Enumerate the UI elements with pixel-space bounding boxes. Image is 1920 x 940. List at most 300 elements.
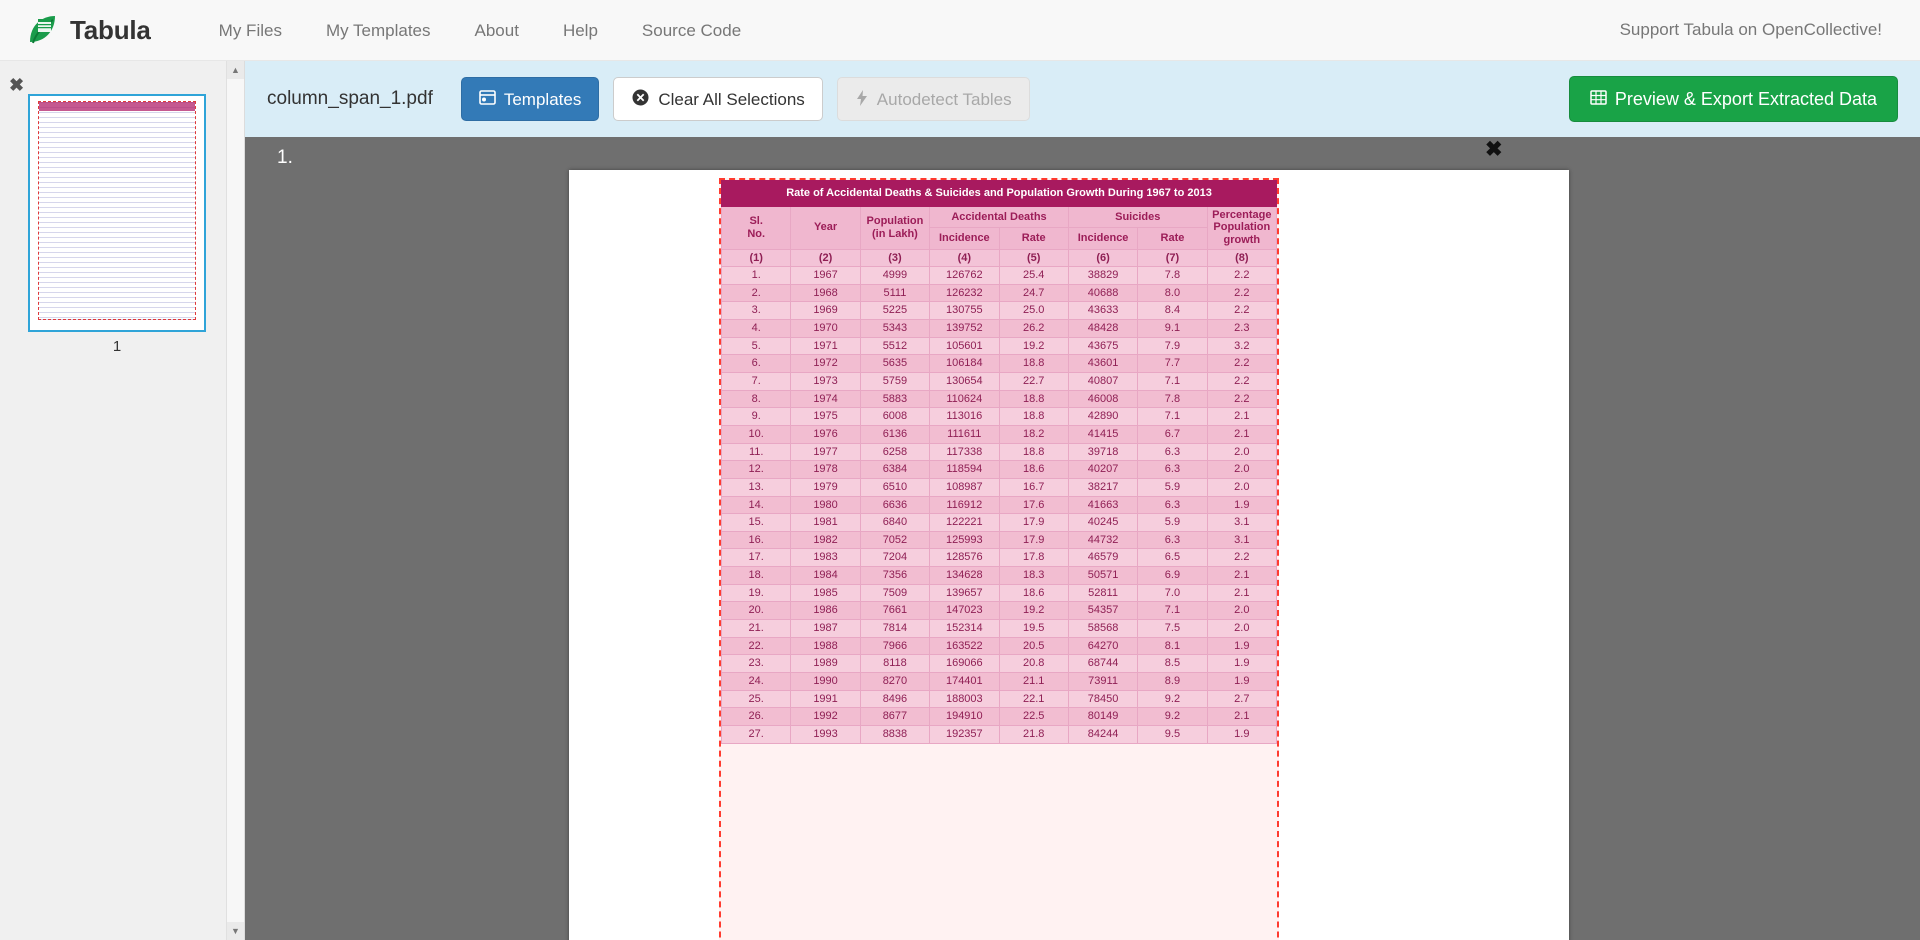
- colnum-2: (2): [791, 249, 860, 267]
- table-cell: 6258: [860, 443, 929, 461]
- template-icon: [479, 89, 496, 109]
- autodetect-tables-button[interactable]: [837, 77, 1030, 121]
- table-cell: 18.8: [999, 443, 1068, 461]
- table-cell: 22.1: [999, 690, 1068, 708]
- table-cell: 1993: [791, 725, 860, 743]
- table-cell: 188003: [930, 690, 999, 708]
- table-cell: 2.1: [1207, 567, 1276, 585]
- close-icon[interactable]: ✖: [9, 75, 25, 95]
- table-cell: 7.1: [1138, 373, 1207, 391]
- table-cell: 52811: [1068, 584, 1137, 602]
- table-cell: 1968: [791, 284, 860, 302]
- table-cell: 8677: [860, 708, 929, 726]
- page-index-label: 1.: [277, 147, 293, 168]
- table-cell: 7814: [860, 620, 929, 638]
- table-cell: 7.9: [1138, 337, 1207, 355]
- table-cell: 8496: [860, 690, 929, 708]
- table-cell: 1980: [791, 496, 860, 514]
- table-cell: 122221: [930, 514, 999, 532]
- pdf-page[interactable]: [569, 170, 1569, 940]
- chevron-up-icon[interactable]: ▲: [227, 61, 244, 79]
- table-cell: 2.0: [1207, 620, 1276, 638]
- table-cell: 12.: [722, 461, 791, 479]
- table-row: [722, 672, 1277, 690]
- table-cell: 13.: [722, 478, 791, 496]
- table-cell: 1967: [791, 267, 860, 285]
- table-cell: 18.2: [999, 425, 1068, 443]
- table-cell: 10.: [722, 425, 791, 443]
- table-cell: 8.1: [1138, 637, 1207, 655]
- table-cell: 26.2: [999, 320, 1068, 338]
- table-row: [722, 373, 1277, 391]
- pdf-table-region: [721, 180, 1277, 744]
- table-cell: 41415: [1068, 425, 1137, 443]
- table-cell: 17.6: [999, 496, 1068, 514]
- table-cell: 7.1: [1138, 602, 1207, 620]
- table-row: [722, 584, 1277, 602]
- table-cell: 1981: [791, 514, 860, 532]
- table-cell: 19.: [722, 584, 791, 602]
- table-cell: 110624: [930, 390, 999, 408]
- page-thumbnail-sidebar: [0, 61, 245, 940]
- table-cell: 1969: [791, 302, 860, 320]
- table-cell: 105601: [930, 337, 999, 355]
- brand-name: Tabula: [70, 14, 151, 45]
- table-cell: 194910: [930, 708, 999, 726]
- table-cell: 5.9: [1138, 514, 1207, 532]
- header-suicides: Suicides: [1068, 206, 1207, 227]
- table-cell: 3.2: [1207, 337, 1276, 355]
- clear-all-selections-button[interactable]: [613, 77, 822, 121]
- table-cell: 9.1: [1138, 320, 1207, 338]
- table-cell: 15.: [722, 514, 791, 532]
- table-cell: 1984: [791, 567, 860, 585]
- table-cell: 20.5: [999, 637, 1068, 655]
- table-cell: 1977: [791, 443, 860, 461]
- table-cell: 18.3: [999, 567, 1068, 585]
- table-row: [722, 355, 1277, 373]
- table-cell: 54357: [1068, 602, 1137, 620]
- table-cell: 27.: [722, 725, 791, 743]
- pdf-table-body: [722, 181, 1277, 744]
- top-navbar: [0, 0, 1920, 61]
- table-cell: 20.: [722, 602, 791, 620]
- table-cell: 2.: [722, 284, 791, 302]
- header-pct-line2: Population: [1213, 221, 1271, 234]
- table-cell: 46579: [1068, 549, 1137, 567]
- table-cell: 9.2: [1138, 708, 1207, 726]
- table-cell: 18.8: [999, 408, 1068, 426]
- table-cell: 17.9: [999, 514, 1068, 532]
- table-cell: 16.7: [999, 478, 1068, 496]
- table-cell: 1987: [791, 620, 860, 638]
- table-row: [722, 514, 1277, 532]
- table-cell: 5343: [860, 320, 929, 338]
- table-cell: 5111: [860, 284, 929, 302]
- table-cell: 25.: [722, 690, 791, 708]
- table-cell: 108987: [930, 478, 999, 496]
- table-cell: 17.9: [999, 531, 1068, 549]
- pdf-table: [721, 180, 1277, 744]
- table-cell: 5.: [722, 337, 791, 355]
- header-pct-line1: Percentage: [1212, 208, 1272, 221]
- table-cell: 8.9: [1138, 672, 1207, 690]
- table-cell: 1.9: [1207, 496, 1276, 514]
- table-export-icon: [1590, 89, 1607, 109]
- colnum-8: (8): [1207, 249, 1276, 267]
- table-cell: 40207: [1068, 461, 1137, 479]
- templates-button-label: Templates: [503, 89, 582, 109]
- table-cell: 18.6: [999, 584, 1068, 602]
- table-cell: 125993: [930, 531, 999, 549]
- header-sl-no: [722, 206, 791, 249]
- table-row: [722, 478, 1277, 496]
- table-cell: 18.: [722, 567, 791, 585]
- table-cell: 2.2: [1207, 302, 1276, 320]
- table-cell: 1.9: [1207, 725, 1276, 743]
- table-cell: 22.5: [999, 708, 1068, 726]
- table-cell: 58568: [1068, 620, 1137, 638]
- header-year: Year: [791, 206, 860, 249]
- table-cell: 18.6: [999, 461, 1068, 479]
- table-cell: 1979: [791, 478, 860, 496]
- table-title: Rate of Accidental Deaths & Suicides and Population Growth During 1967 to 2013: [722, 181, 1277, 207]
- table-cell: 169066: [930, 655, 999, 673]
- nav-link-about[interactable]: About: [474, 20, 519, 40]
- colnum-7: (7): [1138, 249, 1207, 267]
- table-cell: 130654: [930, 373, 999, 391]
- table-cell: 1973: [791, 373, 860, 391]
- table-cell: 6510: [860, 478, 929, 496]
- table-row: [722, 655, 1277, 673]
- table-cell: 21.8: [999, 725, 1068, 743]
- table-cell: 4999: [860, 267, 929, 285]
- table-cell: 130755: [930, 302, 999, 320]
- header-ad-incidence: Incidence: [930, 228, 999, 249]
- table-cell: 42890: [1068, 408, 1137, 426]
- colnum-5: (5): [999, 249, 1068, 267]
- table-cell: 6.9: [1138, 567, 1207, 585]
- sidebar-scrollbar[interactable]: [226, 61, 244, 940]
- autodetect-tables-label: Autodetect Tables: [876, 89, 1012, 109]
- table-cell: 8118: [860, 655, 929, 673]
- table-cell: 8838: [860, 725, 929, 743]
- file-name: column_span_1.pdf: [267, 88, 433, 109]
- table-cell: 2.2: [1207, 355, 1276, 373]
- table-cell: 2.0: [1207, 461, 1276, 479]
- table-row: [722, 267, 1277, 285]
- table-cell: 2.2: [1207, 284, 1276, 302]
- table-cell: 126232: [930, 284, 999, 302]
- table-cell: 8.: [722, 390, 791, 408]
- table-cell: 43633: [1068, 302, 1137, 320]
- editor-toolbar: [245, 61, 1920, 137]
- table-cell: 14.: [722, 496, 791, 514]
- table-cell: 7204: [860, 549, 929, 567]
- table-cell: 2.1: [1207, 584, 1276, 602]
- header-percentage-population-growth: [1207, 206, 1276, 249]
- header-sl-line1: Sl.: [749, 214, 763, 227]
- table-cell: 1978: [791, 461, 860, 479]
- table-cell: 6.: [722, 355, 791, 373]
- thumbnail-selection-overlay: [38, 101, 196, 320]
- table-cell: 2.2: [1207, 549, 1276, 567]
- table-row: [722, 496, 1277, 514]
- table-cell: 73911: [1068, 672, 1137, 690]
- table-cell: 7.0: [1138, 584, 1207, 602]
- chevron-down-icon[interactable]: ▼: [227, 922, 244, 940]
- table-row: [722, 425, 1277, 443]
- colnum-1: (1): [722, 249, 791, 267]
- table-cell: 113016: [930, 408, 999, 426]
- table-row: [722, 637, 1277, 655]
- table-cell: 1974: [791, 390, 860, 408]
- table-cell: 126762: [930, 267, 999, 285]
- table-cell: 7966: [860, 637, 929, 655]
- nav-link-my-templates[interactable]: My Templates: [325, 20, 431, 40]
- table-cell: 6136: [860, 425, 929, 443]
- circle-x-icon: [631, 88, 650, 110]
- table-cell: 24.: [722, 672, 791, 690]
- table-cell: 1970: [791, 320, 860, 338]
- table-cell: 152314: [930, 620, 999, 638]
- table-cell: 2.2: [1207, 267, 1276, 285]
- table-cell: 8.0: [1138, 284, 1207, 302]
- table-cell: 23.: [722, 655, 791, 673]
- table-cell: 1.9: [1207, 655, 1276, 673]
- table-cell: 80149: [1068, 708, 1137, 726]
- table-cell: 17.8: [999, 549, 1068, 567]
- table-cell: 7.1: [1138, 408, 1207, 426]
- table-cell: 18.8: [999, 355, 1068, 373]
- table-cell: 134628: [930, 567, 999, 585]
- table-cell: 11.: [722, 443, 791, 461]
- table-cell: 2.0: [1207, 443, 1276, 461]
- table-row: [722, 337, 1277, 355]
- table-cell: 3.1: [1207, 514, 1276, 532]
- table-cell: 7052: [860, 531, 929, 549]
- table-cell: 2.3: [1207, 320, 1276, 338]
- table-cell: 163522: [930, 637, 999, 655]
- table-cell: 5883: [860, 390, 929, 408]
- table-cell: 6384: [860, 461, 929, 479]
- table-row: [722, 443, 1277, 461]
- table-cell: 6840: [860, 514, 929, 532]
- table-cell: 25.0: [999, 302, 1068, 320]
- table-cell: 7356: [860, 567, 929, 585]
- table-cell: 192357: [930, 725, 999, 743]
- header-population: [860, 206, 929, 249]
- table-cell: 5759: [860, 373, 929, 391]
- thumbnail-item[interactable]: [28, 94, 206, 355]
- table-cell: 7.8: [1138, 390, 1207, 408]
- table-cell: 3.: [722, 302, 791, 320]
- table-cell: 139657: [930, 584, 999, 602]
- table-row: [722, 567, 1277, 585]
- table-cell: 40807: [1068, 373, 1137, 391]
- table-cell: 2.0: [1207, 478, 1276, 496]
- table-cell: 78450: [1068, 690, 1137, 708]
- colnum-4: (4): [930, 249, 999, 267]
- pdf-viewer: [245, 137, 1920, 940]
- table-cell: 6.3: [1138, 461, 1207, 479]
- table-row: [722, 690, 1277, 708]
- table-cell: 1989: [791, 655, 860, 673]
- table-cell: 8.4: [1138, 302, 1207, 320]
- table-cell: 19.2: [999, 602, 1068, 620]
- table-cell: 6.7: [1138, 425, 1207, 443]
- table-cell: 116912: [930, 496, 999, 514]
- table-cell: 43601: [1068, 355, 1137, 373]
- selection-close-icon[interactable]: ✖: [1485, 138, 1503, 161]
- lightning-icon: [855, 89, 869, 110]
- table-cell: 111611: [930, 425, 999, 443]
- table-cell: 22.: [722, 637, 791, 655]
- table-cell: 19.5: [999, 620, 1068, 638]
- support-link[interactable]: Support Tabula on OpenCollective!: [1619, 20, 1882, 39]
- table-cell: 7.5: [1138, 620, 1207, 638]
- nav-link-source-code[interactable]: Source Code: [641, 20, 742, 40]
- table-row: [722, 408, 1277, 426]
- table-cell: 2.0: [1207, 602, 1276, 620]
- table-cell: 16.: [722, 531, 791, 549]
- tabula-leaf-icon: [26, 13, 60, 47]
- table-cell: 5512: [860, 337, 929, 355]
- table-cell: 1976: [791, 425, 860, 443]
- table-colnumber-row: [722, 249, 1277, 267]
- table-cell: 1991: [791, 690, 860, 708]
- table-cell: 139752: [930, 320, 999, 338]
- preview-export-button[interactable]: [1569, 76, 1898, 122]
- header-population-label: Population: [866, 214, 924, 227]
- brand[interactable]: [26, 13, 151, 47]
- table-cell: 44732: [1068, 531, 1137, 549]
- table-row: [722, 302, 1277, 320]
- table-row: [722, 320, 1277, 338]
- table-cell: 84244: [1068, 725, 1137, 743]
- table-cell: 7661: [860, 602, 929, 620]
- table-row: [722, 725, 1277, 743]
- table-row: [722, 531, 1277, 549]
- table-cell: 1988: [791, 637, 860, 655]
- table-cell: 48428: [1068, 320, 1137, 338]
- header-accidental-deaths: Accidental Deaths: [930, 206, 1069, 227]
- table-cell: 1982: [791, 531, 860, 549]
- table-cell: 7.: [722, 373, 791, 391]
- table-cell: 1971: [791, 337, 860, 355]
- table-cell: 128576: [930, 549, 999, 567]
- table-cell: 7509: [860, 584, 929, 602]
- table-cell: 6008: [860, 408, 929, 426]
- table-row: [722, 390, 1277, 408]
- table-cell: 50571: [1068, 567, 1137, 585]
- table-cell: 6.3: [1138, 443, 1207, 461]
- table-cell: 20.8: [999, 655, 1068, 673]
- colnum-3: (3): [860, 249, 929, 267]
- table-cell: 21.: [722, 620, 791, 638]
- header-sl-line2: No.: [747, 227, 766, 240]
- table-row: [722, 708, 1277, 726]
- table-cell: 2.2: [1207, 390, 1276, 408]
- table-cell: 24.7: [999, 284, 1068, 302]
- table-cell: 1986: [791, 602, 860, 620]
- table-cell: 39718: [1068, 443, 1137, 461]
- table-cell: 1975: [791, 408, 860, 426]
- table-cell: 2.1: [1207, 708, 1276, 726]
- table-cell: 1.9: [1207, 672, 1276, 690]
- table-cell: 18.8: [999, 390, 1068, 408]
- table-cell: 106184: [930, 355, 999, 373]
- table-cell: 1983: [791, 549, 860, 567]
- table-cell: 2.1: [1207, 408, 1276, 426]
- table-cell: 2.7: [1207, 690, 1276, 708]
- table-cell: 6636: [860, 496, 929, 514]
- table-cell: 4.: [722, 320, 791, 338]
- table-cell: 21.1: [999, 672, 1068, 690]
- table-row: [722, 602, 1277, 620]
- header-su-incidence: Incidence: [1068, 228, 1137, 249]
- table-cell: 7.8: [1138, 267, 1207, 285]
- table-cell: 41663: [1068, 496, 1137, 514]
- clear-all-selections-label: Clear All Selections: [658, 89, 805, 109]
- table-cell: 3.1: [1207, 531, 1276, 549]
- table-cell: 5635: [860, 355, 929, 373]
- table-cell: 9.5: [1138, 725, 1207, 743]
- header-su-rate: Rate: [1138, 228, 1207, 249]
- table-cell: 1985: [791, 584, 860, 602]
- page-thumbnail[interactable]: [28, 94, 206, 332]
- table-cell: 8270: [860, 672, 929, 690]
- table-cell: 9.: [722, 408, 791, 426]
- table-title-row: [722, 181, 1277, 207]
- table-cell: 40245: [1068, 514, 1137, 532]
- table-cell: 25.4: [999, 267, 1068, 285]
- table-cell: 38217: [1068, 478, 1137, 496]
- table-cell: 22.7: [999, 373, 1068, 391]
- table-row: [722, 549, 1277, 567]
- table-cell: 174401: [930, 672, 999, 690]
- table-cell: 1.9: [1207, 637, 1276, 655]
- table-cell: 147023: [930, 602, 999, 620]
- table-cell: 117338: [930, 443, 999, 461]
- table-cell: 68744: [1068, 655, 1137, 673]
- table-cell: 17.: [722, 549, 791, 567]
- table-cell: 6.3: [1138, 531, 1207, 549]
- table-cell: 1.: [722, 267, 791, 285]
- colnum-6: (6): [1068, 249, 1137, 267]
- table-cell: 118594: [930, 461, 999, 479]
- table-cell: 7.7: [1138, 355, 1207, 373]
- header-pct-line3: growth: [1223, 233, 1261, 246]
- table-cell: 1992: [791, 708, 860, 726]
- preview-export-label: Preview & Export Extracted Data: [1614, 89, 1877, 109]
- table-cell: 1990: [791, 672, 860, 690]
- table-cell: 8.5: [1138, 655, 1207, 673]
- templates-button[interactable]: [461, 77, 599, 121]
- nav-links: [197, 0, 763, 61]
- table-row: [722, 461, 1277, 479]
- table-cell: 2.1: [1207, 425, 1276, 443]
- table-cell: 2.2: [1207, 373, 1276, 391]
- nav-link-my-files[interactable]: My Files: [218, 20, 282, 40]
- table-cell: 64270: [1068, 637, 1137, 655]
- table-cell: 38829: [1068, 267, 1137, 285]
- header-ad-rate: Rate: [999, 228, 1068, 249]
- nav-link-help[interactable]: Help: [562, 20, 598, 40]
- thumbnail-label: 1: [112, 338, 122, 355]
- table-header-row-1: [722, 206, 1277, 227]
- header-population-unit: (in Lakh): [872, 227, 918, 240]
